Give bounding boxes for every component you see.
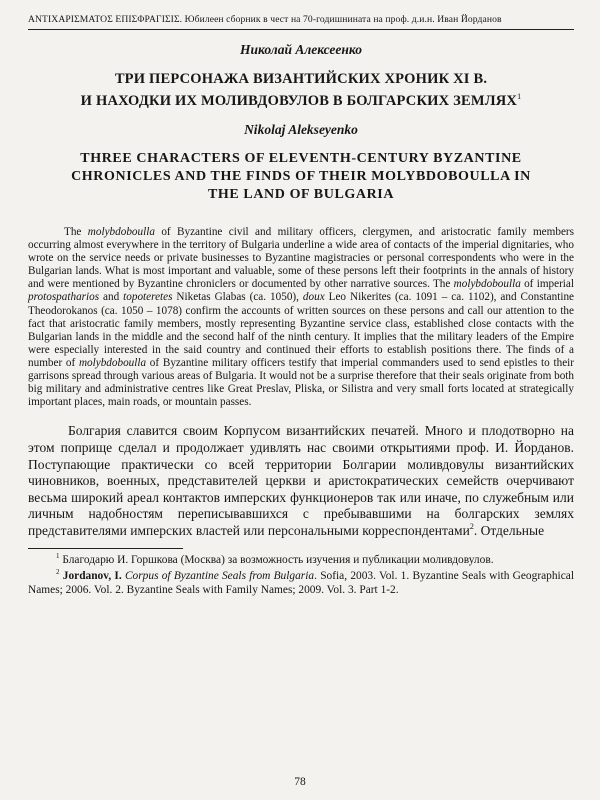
- title-en-line-2: CHRONICLES AND THE FINDS OF THEIR MOLYBDOBOULLA IN: [71, 169, 531, 184]
- running-head: ΑΝΤΙΧΑΡΙΣΜΑΤΟΣ ΕΠΙΣΦΡΑΓΙΣΙΣ. Юбилеен сборник в чест на 70-годишнината на проф. д.и.н. Иван Йорданов: [28, 14, 502, 25]
- title-en-line-3: THE LAND OF BULGARIA: [207, 187, 395, 202]
- title-ru-line-1: ТРИ ПЕРСОНАЖА ВИЗАНТИЙСКИХ ХРОНИК XI В.: [114, 71, 488, 87]
- footnote-ref-2[interactable]: 2: [469, 521, 474, 531]
- abstract-paragraph: The molybdoboulla of Byzantine civil and military officers, clergymen, and aristocratic family members occurring almost everywhere in the territory of Bulgaria underline a wide area of contacts of the imperial dignitaries, who wrote on the service needs or private businesses to Byzantine magistracies or personal correspondents who were in the Bulgarian lands. What is most important and valuable, some of these persons left their footprints in the annals of history and were mentioned by Byzantine chroniclers or documented by other narrative sources. The molybdoboulla of imperial protospatharios and topoteretes Niketas Glabas (ca. 1050), doux Leo Nikerites (ca. 1091 – ca. 1102), and Constantine Theodorokanos (ca. 1050 – 1078) confirm the accounts of written sources on these persons and call our attention to the fact that aristocratic family members, mostly representing Byzantine service class, established close contacts with the Bulgarian lands in the middle and the second half of the ninth century. It implies that the military leaders of the Empire were especially interested in the said country and continued their efforts to establish positions there. The finds of a number of molybdoboulla of Byzantine military officers testify that imperial commanders used to send epistles to their garrisons spread through various areas of Bulgaria. It would not be a surprise therefore that their seals originate from both big military and administrative centres like Great Preslav, Pliska, or Silistra and very small forts located at strategically important places, main roads, or mountain passes.: [28, 226, 574, 409]
- footnote-separator: [28, 548, 183, 549]
- main-text: [28, 423, 574, 539]
- footnote-1: $^1$ Благодарю И. Горшкова (Москва) за возможность изучения и публикации моливдовулов.: [56, 552, 494, 567]
- english-abstract: [28, 226, 574, 409]
- page-number: 78: [294, 776, 306, 788]
- article-title-russian: [28, 70, 574, 110]
- title-footnote-ref[interactable]: 1: [517, 92, 522, 101]
- title-ru-line-2: И НАХОДКИ ИХ МОЛИВДОВУЛОВ В БОЛГАРСКИХ ЗЕМЛЯХ: [80, 93, 518, 109]
- author-name-russian: Николай Алексеенко: [240, 42, 362, 57]
- author-name-english: Nikolaj Alekseyenko: [244, 122, 358, 137]
- title-en-line-1: THREE CHARACTERS OF ELEVENTH-CENTURY BYZANTINE: [80, 151, 522, 166]
- footnote-2: $^2$ Jordanov, I. Corpus of Byzantine Seals from Bulgaria. Sofia, 2003. Vol. 1. Byzantine Seals with Geographical Names; 2006. Vol. 2. Byzantine Seals with Family Names; 2009. Vol. 3. Part 1-2.: [28, 568, 574, 597]
- article-title-english: [28, 150, 574, 204]
- main-paragraph: Болгария славится своим Корпусом византийских печатей. Много и плодотворно на этом поприще сделал и продолжает удивлять нас своими открытиями проф. И. Йорданов. Поступающие практически со всей территории Болгарии моливдовулы византийских чиновников, военных, представителей церкви и аристократических семейств очерчивают весьма широкий ареал контактов имперских функционеров так или иначе, по служебным или личным надобностям переписывавшихся с пребывавшими на болгарских землях представителями имперских властей или персональными корреспондентами$^2$. Отдельные: [28, 423, 574, 538]
- header-rule: [28, 29, 574, 30]
- footnotes: [28, 553, 574, 597]
